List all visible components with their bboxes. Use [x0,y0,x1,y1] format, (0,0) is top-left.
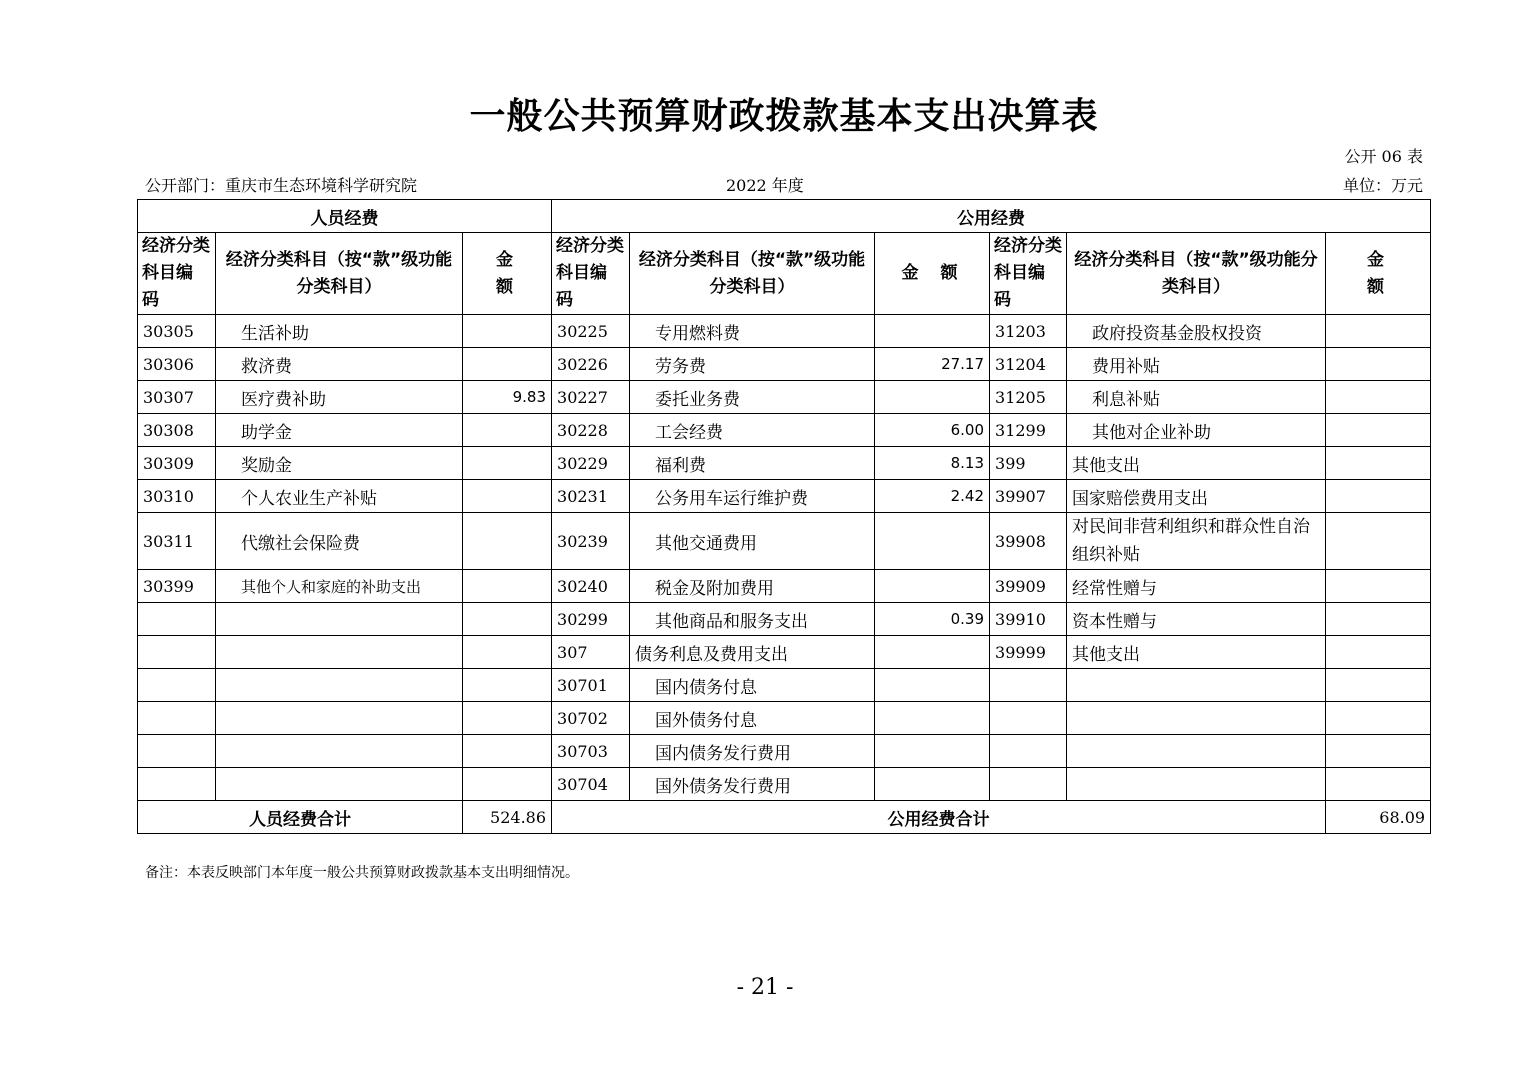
personnel-name-cell [216,702,463,735]
public-name-cell: 劳务费 [630,348,875,381]
public-name-cell [1067,669,1326,702]
table-row [138,570,1431,603]
public-name-cell: 国外债务付息 [630,702,875,735]
public-name-cell: 国内债务付息 [630,669,875,702]
public-name-cell: 国外债务发行费用 [630,768,875,801]
personnel-name-cell [216,669,463,702]
fiscal-year: 2022 年度 [726,176,804,195]
public-total-value: 68.09 [1326,801,1431,834]
public-amount-cell: 6.00 [875,414,990,447]
public-name-cell: 委托业务费 [630,381,875,414]
public-amount-cell [875,636,990,669]
personnel-name-cell: 其他个人和家庭的补助支出 [216,570,463,603]
public-name-cell: 税金及附加费用 [630,570,875,603]
public-code-cell: 30703 [552,735,630,768]
personnel-amount-cell [463,513,552,570]
personnel-name-cell: 奖励金 [216,447,463,480]
public-amount-cell [875,315,990,348]
personnel-amount-cell [463,702,552,735]
table-row [138,603,1431,636]
public-code-cell: 39999 [990,636,1067,669]
group-public: 公用经费 [552,200,1431,233]
table-row [138,381,1431,414]
personnel-code-cell [138,603,216,636]
personnel-code-cell [138,636,216,669]
public-name-cell: 经常性赠与 [1067,570,1326,603]
public-code-cell: 39910 [990,603,1067,636]
public-amount-cell [875,768,990,801]
table-row [138,669,1431,702]
table-row [138,480,1431,513]
personnel-code-cell: 30308 [138,414,216,447]
public-code-cell: 30702 [552,702,630,735]
personnel-code-cell: 30309 [138,447,216,480]
personnel-amount-cell [463,348,552,381]
personnel-total-value: 524.86 [463,801,552,834]
page-number: - 21 - [736,975,794,1000]
personnel-name-cell [216,603,463,636]
header-code: 经济分类科目编 码 [990,233,1067,315]
personnel-code-cell: 30310 [138,480,216,513]
public-code-cell: 31205 [990,381,1067,414]
public-amount-cell [1326,381,1431,414]
personnel-name-cell: 生活补助 [216,315,463,348]
personnel-amount-cell: 9.83 [463,381,552,414]
public-amount-cell [1326,447,1431,480]
public-name-cell: 国家赔偿费用支出 [1067,480,1326,513]
public-amount-cell [1326,315,1431,348]
personnel-code-cell: 30399 [138,570,216,603]
personnel-code-cell [138,669,216,702]
public-code-cell: 39909 [990,570,1067,603]
public-name-cell: 工会经费 [630,414,875,447]
header-amount: 金额 [875,233,990,315]
public-amount-cell [1326,636,1431,669]
public-name-cell [1067,702,1326,735]
public-code-cell: 30227 [552,381,630,414]
public-amount-cell [1326,513,1431,570]
header-code: 经济分类科目编 码 [138,233,216,315]
public-code-cell [990,768,1067,801]
public-amount-cell [875,702,990,735]
personnel-code-cell [138,768,216,801]
public-name-cell: 费用补贴 [1067,348,1326,381]
personnel-amount-cell [463,768,552,801]
header-name: 经济分类科目（按“款”级功能分类科目） [1067,233,1326,315]
table-row [138,702,1431,735]
public-name-cell: 其他支出 [1067,636,1326,669]
personnel-name-cell: 医疗费补助 [216,381,463,414]
public-amount-cell [1326,669,1431,702]
public-code-cell: 31204 [990,348,1067,381]
public-code-cell: 30239 [552,513,630,570]
public-amount-cell [1326,414,1431,447]
public-name-cell: 对民间非营利组织和群众性自治组织补贴 [1067,513,1326,570]
personnel-code-cell: 30306 [138,348,216,381]
public-name-cell [1067,768,1326,801]
public-name-cell: 专用燃料费 [630,315,875,348]
personnel-amount-cell [463,414,552,447]
public-code-cell: 30231 [552,480,630,513]
public-amount-cell [875,735,990,768]
public-name-cell: 其他对企业补助 [1067,414,1326,447]
table-row [138,636,1431,669]
public-amount-cell [1326,768,1431,801]
personnel-name-cell [216,768,463,801]
public-code-cell: 30226 [552,348,630,381]
public-name-cell: 利息补贴 [1067,381,1326,414]
table-row [138,315,1431,348]
public-amount-cell [1326,702,1431,735]
public-amount-cell [875,570,990,603]
personnel-amount-cell [463,603,552,636]
personnel-name-cell [216,636,463,669]
public-code-cell: 30701 [552,669,630,702]
public-amount-cell [875,669,990,702]
header-name: 经济分类科目（按“款”级功能分类科目） [216,233,463,315]
table-row [138,735,1431,768]
public-amount-cell: 8.13 [875,447,990,480]
public-name-cell: 其他商品和服务支出 [630,603,875,636]
public-code-cell: 30228 [552,414,630,447]
personnel-code-cell: 30305 [138,315,216,348]
public-name-cell: 福利费 [630,447,875,480]
public-amount-cell: 2.42 [875,480,990,513]
personnel-name-cell: 救济费 [216,348,463,381]
form-number: 公开 06 表 [1344,147,1423,166]
table-row [138,447,1431,480]
public-amount-cell [1326,603,1431,636]
table-row [138,348,1431,381]
personnel-total-label: 人员经费合计 [138,801,463,834]
header-code: 经济分类科目编 码 [552,233,630,315]
public-name-cell: 公务用车运行维护费 [630,480,875,513]
public-amount-cell [1326,735,1431,768]
table-row [138,513,1431,570]
personnel-code-cell [138,702,216,735]
public-code-cell: 31203 [990,315,1067,348]
header-name: 经济分类科目（按“款”级功能分类科目） [630,233,875,315]
public-amount-cell [1326,570,1431,603]
department-label: 公开部门：重庆市生态环境科学研究院 [145,176,418,195]
personnel-amount-cell [463,636,552,669]
public-code-cell: 39907 [990,480,1067,513]
public-code-cell: 30704 [552,768,630,801]
public-amount-cell: 27.17 [875,348,990,381]
public-code-cell [990,735,1067,768]
personnel-amount-cell [463,480,552,513]
public-name-cell: 其他支出 [1067,447,1326,480]
personnel-code-cell [138,735,216,768]
personnel-amount-cell [463,669,552,702]
public-code-cell: 39908 [990,513,1067,570]
footnote: 备注：本表反映部门本年度一般公共预算财政拨款基本支出明细情况。 [145,865,579,881]
page-title: 一般公共预算财政拨款基本支出决算表 [469,96,1099,137]
expenditure-table [137,199,1431,834]
public-amount-cell [1326,348,1431,381]
public-total-label: 公用经费合计 [552,801,1326,834]
public-code-cell: 30299 [552,603,630,636]
public-name-cell: 政府投资基金股权投资 [1067,315,1326,348]
table-row [138,414,1431,447]
personnel-name-cell [216,735,463,768]
public-code-cell: 30240 [552,570,630,603]
public-amount-cell [875,381,990,414]
public-name-cell: 其他交通费用 [630,513,875,570]
public-code-cell: 307 [552,636,630,669]
public-name-cell: 国内债务发行费用 [630,735,875,768]
public-code-cell [990,702,1067,735]
unit-label: 单位：万元 [1342,176,1423,195]
public-name-cell: 资本性赠与 [1067,603,1326,636]
header-amount: 金额 [1326,233,1431,315]
personnel-amount-cell [463,447,552,480]
public-amount-cell [1326,480,1431,513]
personnel-amount-cell [463,315,552,348]
group-header-row [138,200,1431,233]
public-code-cell: 30229 [552,447,630,480]
personnel-amount-cell [463,735,552,768]
personnel-code-cell: 30307 [138,381,216,414]
public-amount-cell: 0.39 [875,603,990,636]
personnel-name-cell: 助学金 [216,414,463,447]
personnel-name-cell: 代缴社会保险费 [216,513,463,570]
public-name-cell: 债务利息及费用支出 [630,636,875,669]
personnel-code-cell: 30311 [138,513,216,570]
public-code-cell: 30225 [552,315,630,348]
totals-row [138,801,1431,834]
column-header-row [138,233,1431,315]
public-code-cell [990,669,1067,702]
public-amount-cell [875,513,990,570]
public-code-cell: 31299 [990,414,1067,447]
public-code-cell: 399 [990,447,1067,480]
personnel-name-cell: 个人农业生产补贴 [216,480,463,513]
header-amount: 金额 [463,233,552,315]
personnel-amount-cell [463,570,552,603]
table-row [138,768,1431,801]
group-personnel: 人员经费 [138,200,552,233]
public-name-cell [1067,735,1326,768]
